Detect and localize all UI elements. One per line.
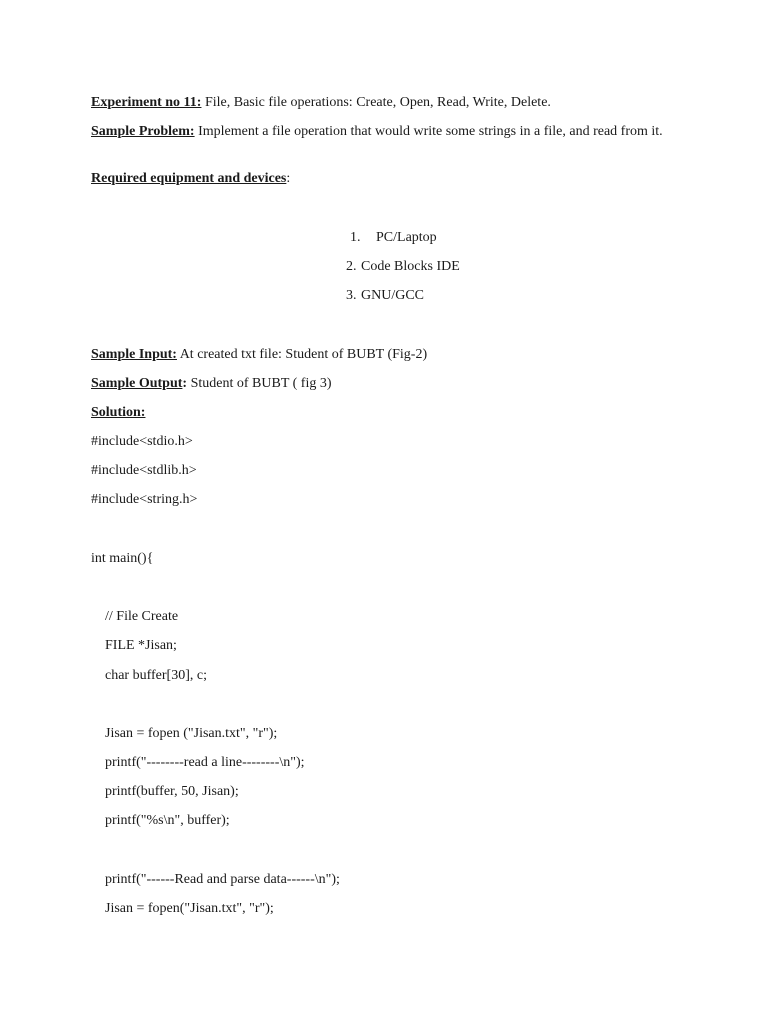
code-line: #include<stdio.h>	[91, 434, 193, 449]
equipment-item-text: PC/Laptop	[376, 230, 437, 245]
sample-output-line	[91, 375, 332, 393]
sample-problem-line	[91, 123, 681, 141]
code-line: Jisan = fopen ("Jisan.txt", "r");	[105, 726, 278, 741]
experiment-label: Experiment no 11:	[91, 95, 202, 110]
equipment-item-text: Code Blocks IDE	[361, 259, 460, 274]
code-line: printf("%s\n", buffer);	[105, 813, 230, 828]
code-line: int main(){	[91, 551, 154, 566]
equipment-item	[346, 287, 424, 305]
sample-output-colon: :	[182, 376, 188, 391]
code-line: #include<string.h>	[91, 492, 198, 507]
sample-problem-label: Sample Problem:	[91, 124, 195, 139]
equipment-item	[346, 258, 460, 276]
equipment-heading	[91, 170, 290, 188]
sample-input-text: At created txt file: Student of BUBT (Fig-2)	[176, 347, 428, 362]
equipment-item-number: 3.	[346, 288, 357, 303]
code-line: FILE *Jisan;	[105, 638, 177, 653]
equipment-suffix: :	[286, 171, 291, 186]
equipment-label: Required equipment and devices	[91, 171, 287, 186]
equipment-item-text: GNU/GCC	[361, 288, 425, 303]
equipment-item-number: 1.	[350, 230, 361, 245]
code-line: // File Create	[105, 609, 179, 624]
equipment-item-number: 2.	[346, 259, 357, 274]
sample-input-label: Sample Input:	[91, 347, 177, 362]
experiment-line	[91, 94, 551, 112]
code-line: printf("------Read and parse data------\n");	[105, 872, 340, 887]
solution-label: Solution:	[91, 405, 146, 420]
sample-problem-text: Implement a file operation that would write some strings in a file, and read from it.	[194, 124, 663, 139]
sample-output-label: Sample Output	[91, 376, 183, 391]
code-line: char buffer[30], c;	[105, 668, 207, 683]
sample-input-line	[91, 346, 427, 364]
code-line: Jisan = fopen("Jisan.txt", "r");	[105, 901, 274, 916]
code-line: printf(buffer, 50, Jisan);	[105, 784, 239, 799]
sample-output-text: Student of BUBT ( fig 3)	[187, 376, 332, 391]
solution-heading	[91, 404, 145, 422]
code-line: #include<stdlib.h>	[91, 463, 197, 478]
equipment-item	[350, 229, 437, 247]
experiment-text: File, Basic file operations: Create, Open, Read, Write, Delete.	[201, 95, 551, 110]
code-line: printf("--------read a line--------\n");	[105, 755, 305, 770]
